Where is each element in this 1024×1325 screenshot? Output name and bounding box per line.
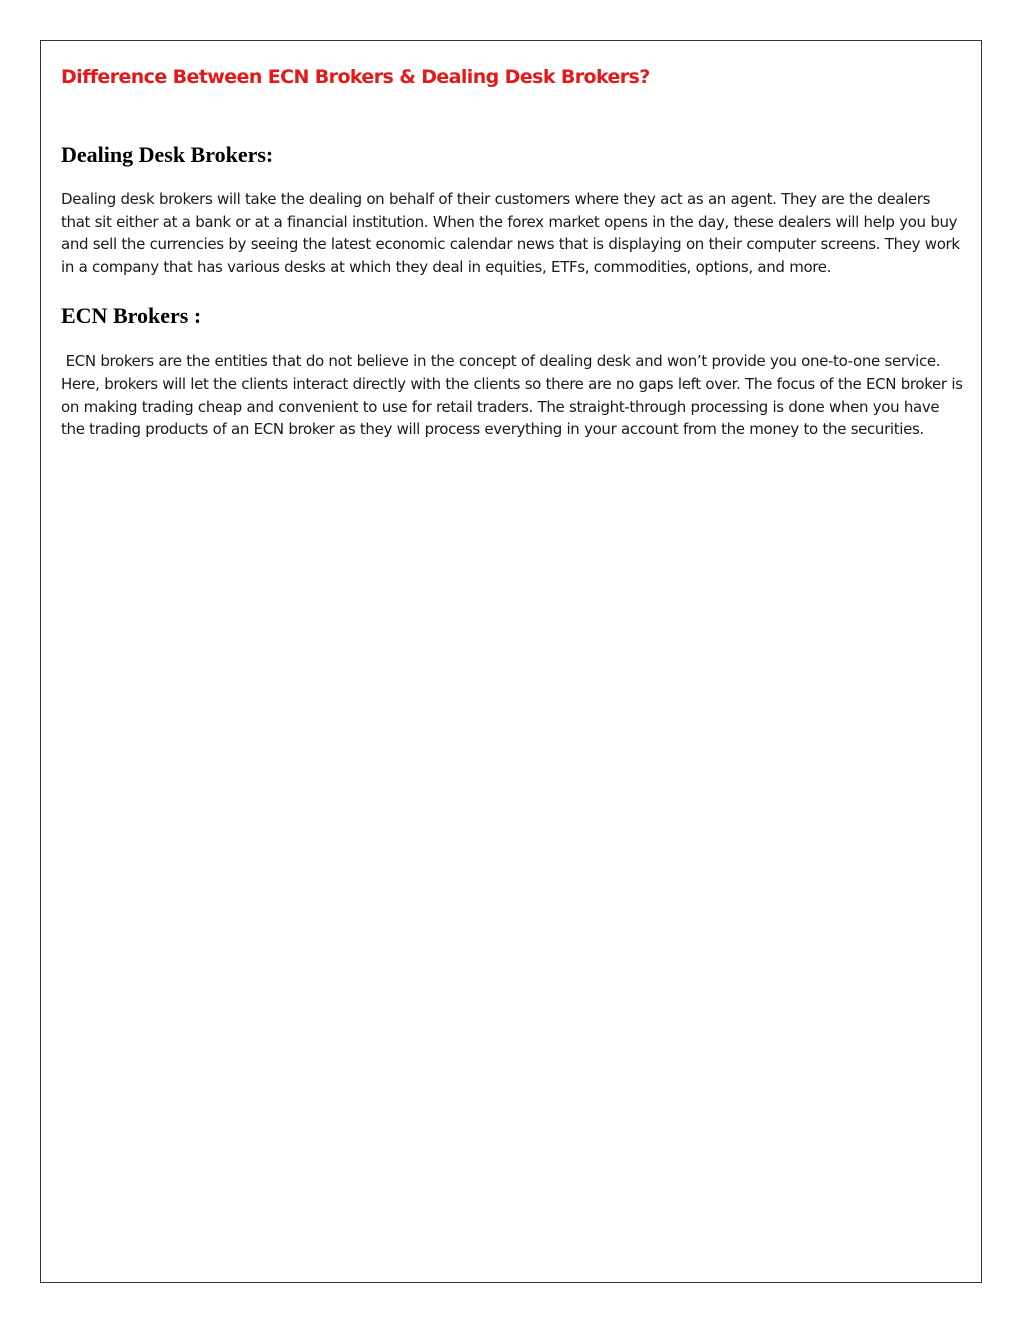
document-title: Difference Between ECN Brokers & Dealing Desk Brokers? bbox=[61, 66, 650, 88]
page-frame bbox=[40, 40, 982, 1283]
section-body-dealing-desk: Dealing desk brokers will take the dealing on behalf of their customers where they act as an agent. They are the dealers that sit either at a bank or at a financial institution. When the forex market opens in the day, these dealers will help you buy and sell the currencies by seeing the latest economic calendar news that is displaying on their computer screens. They work in a company that has various desks at which they deal in equities, ETFs, commodities, options, and more. bbox=[61, 190, 960, 276]
section-heading-ecn: ECN Brokers : bbox=[61, 303, 202, 329]
section-body-ecn: ECN brokers are the entities that do not believe in the concept of dealing desk and won’t provide you one-to-one service. Here, brokers will let the clients interact directly with the clients so there are no gaps left over. The focus of the ECN broker is on making trading cheap and convenient to use for retail traders. The straight-through processing is done when you have the trading products of an ECN broker as they will process everything in your account from the money to the securities. bbox=[61, 352, 968, 439]
section-heading-dealing-desk: Dealing Desk Brokers: bbox=[61, 142, 274, 167]
document-content bbox=[61, 61, 968, 441]
